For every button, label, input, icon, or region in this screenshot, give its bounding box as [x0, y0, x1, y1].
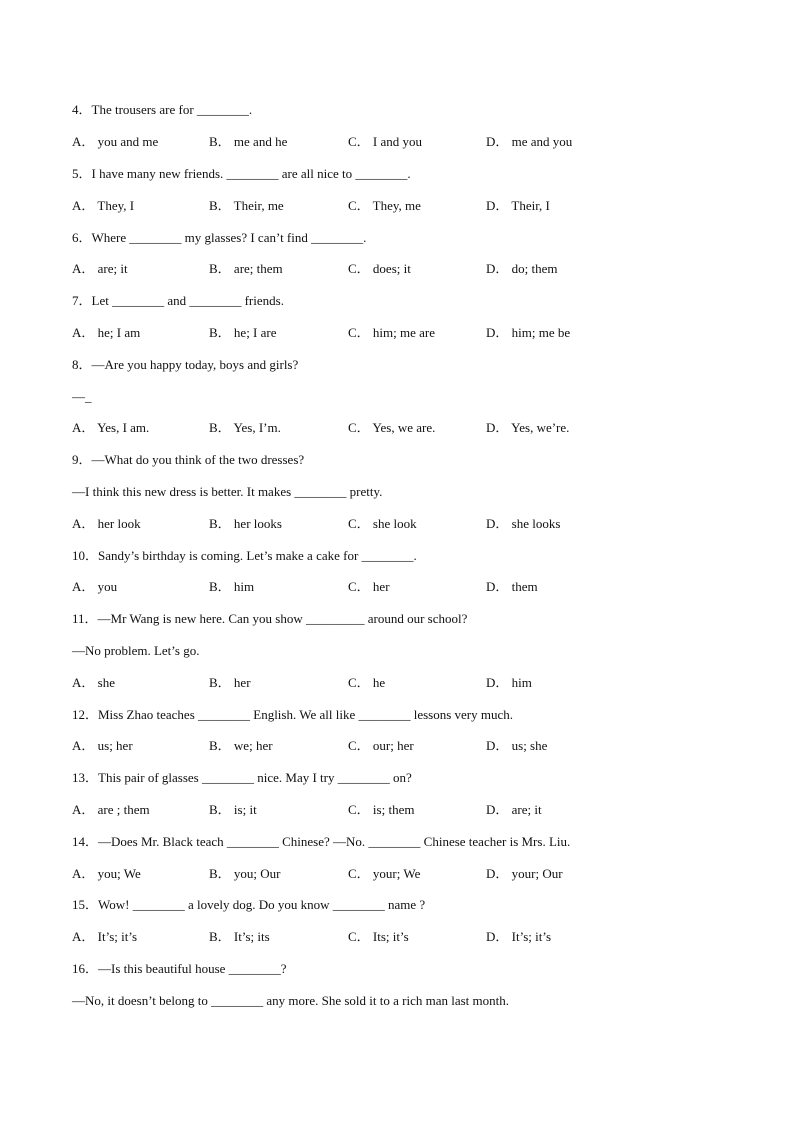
question-4-option-a: A． you and me — [72, 134, 159, 149]
question-5-option-a: A． They, I — [72, 198, 135, 213]
question-12-option-c: C． our; her — [348, 738, 414, 753]
question-5-option-b: B． Their, me — [209, 198, 284, 213]
question-6-option-c: C． does; it — [348, 261, 411, 276]
question-16-stem-line-2: —No, it doesn’t belong to ________ any more. She sold it to a rich man last month. — [72, 993, 510, 1008]
question-8-stem: 8．—Are you happy today, boys and girls? — [72, 357, 299, 372]
question-12-option-d: D． us; she — [486, 738, 548, 753]
question-11-option-a: A． she — [72, 675, 115, 690]
question-12-option-b: B． we; her — [209, 738, 273, 753]
question-13-stem: 13．This pair of glasses ________ nice. May I try ________ on? — [72, 770, 412, 785]
question-9-stem-line-2: —I think this new dress is better. It makes ________ pretty. — [72, 484, 383, 499]
question-14-option-d: D． your; Our — [486, 866, 563, 881]
question-11-option-d: D． him — [486, 675, 532, 690]
question-7-option-c: C． him; me are — [348, 325, 436, 340]
question-7-stem: 7．Let ________ and ________ friends. — [72, 293, 284, 308]
question-7-option-d: D． him; me be — [486, 325, 571, 340]
question-6-stem: 6．Where ________ my glasses? I can’t find ________. — [72, 230, 367, 245]
question-11-stem-line-2: —No problem. Let’s go. — [72, 643, 200, 658]
question-5-option-c: C． They, me — [348, 198, 421, 213]
question-6-option-a: A． are; it — [72, 261, 128, 276]
question-4-stem: 4．The trousers are for ________. — [72, 102, 253, 117]
question-13-option-b: B． is; it — [209, 802, 257, 817]
question-9-option-b: B． her looks — [209, 516, 282, 531]
question-8-option-a: A． Yes, I am. — [72, 420, 150, 435]
question-9-option-d: D． she looks — [486, 516, 561, 531]
question-13-option-d: D． are; it — [486, 802, 542, 817]
question-14-option-a: A． you; We — [72, 866, 141, 881]
question-9-stem: 9．—What do you think of the two dresses? — [72, 452, 305, 467]
question-11-option-c: C． he — [348, 675, 386, 690]
question-7-option-a: A． he; I am — [72, 325, 141, 340]
question-8-answer-line: —_ — [72, 389, 92, 404]
question-4-option-d: D． me and you — [486, 134, 573, 149]
question-8-option-d: D． Yes, we’re. — [486, 420, 570, 435]
question-9-option-c: C． she look — [348, 516, 417, 531]
question-12-stem: 12．Miss Zhao teaches ________ English. We all like ________ lessons very much. — [72, 707, 514, 722]
question-15-option-c: C． Its; it’s — [348, 929, 409, 944]
question-11-option-b: B． her — [209, 675, 251, 690]
question-10-option-b: B． him — [209, 579, 255, 594]
question-10-option-a: A． you — [72, 579, 118, 594]
question-14-option-c: C． your; We — [348, 866, 421, 881]
question-10-option-d: D． them — [486, 579, 538, 594]
question-6-option-b: B． are; them — [209, 261, 283, 276]
question-15-option-d: D． It’s; it’s — [486, 929, 552, 944]
question-11-stem: 11．—Mr Wang is new here. Can you show _________ around our school? — [72, 611, 468, 626]
question-8-option-b: B． Yes, I’m. — [209, 420, 281, 435]
question-15-option-a: A． It’s; it’s — [72, 929, 138, 944]
question-9-option-a: A． her look — [72, 516, 141, 531]
question-4-option-c: C． I and you — [348, 134, 423, 149]
question-15-option-b: B． It’s; its — [209, 929, 270, 944]
question-14-option-b: B． you; Our — [209, 866, 281, 881]
question-7-option-b: B． he; I are — [209, 325, 277, 340]
question-13-option-c: C． is; them — [348, 802, 415, 817]
question-13-option-a: A． are ; them — [72, 802, 150, 817]
question-12-option-a: A． us; her — [72, 738, 133, 753]
question-14-stem: 14．—Does Mr. Black teach ________ Chinese? —No. ________ Chinese teacher is Mrs. Liu. — [72, 834, 571, 849]
question-6-option-d: D． do; them — [486, 261, 558, 276]
question-5-stem: 5．I have many new friends. ________ are all nice to ________. — [72, 166, 411, 181]
question-15-stem: 15．Wow! ________ a lovely dog. Do you know ________ name ? — [72, 897, 426, 912]
question-5-option-d: D． Their, I — [486, 198, 550, 213]
question-8-option-c: C． Yes, we are. — [348, 420, 436, 435]
question-4-option-b: B． me and he — [209, 134, 288, 149]
question-10-stem: 10．Sandy’s birthday is coming. Let’s make a cake for ________. — [72, 548, 417, 563]
question-10-option-c: C． her — [348, 579, 390, 594]
question-16-stem: 16．—Is this beautiful house ________? — [72, 961, 287, 976]
